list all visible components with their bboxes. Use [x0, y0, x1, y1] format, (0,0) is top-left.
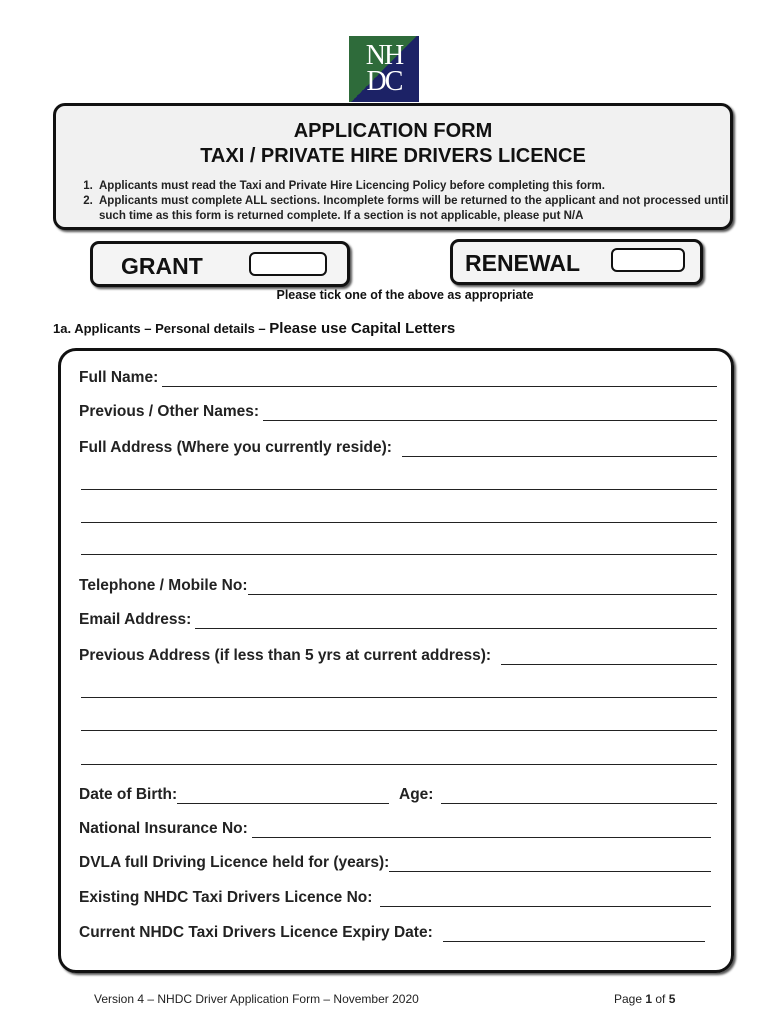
page-of: of	[652, 992, 669, 1006]
telephone-input[interactable]	[248, 579, 718, 595]
logo-text: NH	[365, 40, 403, 71]
nhdc-logo	[349, 36, 419, 102]
full-name-input[interactable]	[162, 371, 717, 387]
previous-address-input[interactable]	[501, 649, 717, 665]
page-prefix: Page	[614, 992, 646, 1006]
renewal-checkbox[interactable]	[611, 248, 685, 272]
email-field[interactable]	[79, 611, 717, 629]
current-page: 1	[645, 992, 653, 1006]
existing-licence-input[interactable]	[380, 891, 711, 907]
ni-field[interactable]	[79, 820, 711, 838]
field-label: Current NHDC Taxi Drivers Licence Expiry Date:	[79, 924, 433, 941]
renewal-option	[450, 239, 703, 285]
address-line[interactable]	[81, 489, 717, 490]
grant-checkbox[interactable]	[249, 252, 327, 276]
form-subtitle: TAXI / PRIVATE HIRE DRIVERS LICENCE	[200, 145, 586, 167]
field-label: Age:	[399, 786, 434, 803]
previous-address-line[interactable]	[81, 730, 717, 731]
section-emphasis: Please use Capital Letters	[269, 320, 456, 337]
expiry-field[interactable]	[79, 924, 705, 942]
email-input[interactable]	[195, 613, 717, 629]
field-label: Previous / Other Names:	[79, 403, 260, 420]
field-label: Full Address (Where you currently reside):	[79, 439, 392, 456]
footer-version: Version 4 – NHDC Driver Application Form – November 2020	[94, 992, 419, 1006]
previous-names-field[interactable]	[79, 403, 717, 421]
existing-licence-field[interactable]	[79, 889, 711, 907]
previous-names-input[interactable]	[263, 405, 717, 421]
section-heading	[53, 320, 455, 337]
field-label: Full Name:	[79, 369, 159, 386]
total-pages: 5	[668, 992, 676, 1006]
field-label: Date of Birth:	[79, 786, 178, 803]
grant-label: GRANT	[121, 253, 203, 279]
section-title: 1a. Applicants – Personal details –	[53, 321, 270, 336]
address-line[interactable]	[81, 554, 717, 555]
full-address-field[interactable]	[79, 439, 717, 457]
dvla-field[interactable]	[79, 854, 711, 872]
previous-address-line[interactable]	[81, 697, 717, 698]
form-header	[53, 103, 733, 230]
tick-instruction: Please tick one of the above as appropriate	[276, 288, 534, 302]
field-label: National Insurance No:	[79, 820, 248, 837]
form-title: APPLICATION FORM	[293, 120, 493, 142]
personal-details-box	[58, 348, 734, 973]
full-address-input[interactable]	[402, 441, 717, 457]
dob-input[interactable]	[177, 788, 389, 804]
address-line[interactable]	[81, 522, 717, 523]
age-field[interactable]	[399, 786, 717, 804]
instruction-item: 2. Applicants must complete ALL sections. Incomplete forms will be returned to the applicant and not processed until such time as this form is returned complete. If a section is not applicable, please put N/A	[96, 194, 730, 224]
logo-text: DC	[366, 66, 402, 97]
telephone-field[interactable]	[79, 577, 717, 595]
field-label: Existing NHDC Taxi Drivers Licence No:	[79, 889, 373, 906]
dvla-input[interactable]	[389, 856, 711, 872]
field-label: Telephone / Mobile No:	[79, 577, 248, 594]
ni-input[interactable]	[252, 822, 711, 838]
full-name-field[interactable]	[79, 369, 717, 387]
age-input[interactable]	[441, 788, 717, 804]
dob-field[interactable]	[79, 786, 389, 804]
field-label: DVLA full Driving Licence held for (years):	[79, 854, 390, 871]
renewal-label: RENEWAL	[465, 250, 580, 276]
previous-address-line[interactable]	[81, 764, 717, 765]
previous-address-field[interactable]	[79, 647, 717, 665]
grant-option	[90, 241, 350, 287]
field-label: Previous Address (if less than 5 yrs at current address):	[79, 647, 492, 664]
field-label: Email Address:	[79, 611, 192, 628]
instruction-item: 1. Applicants must read the Taxi and Private Hire Licencing Policy before completing this form.	[96, 179, 730, 194]
expiry-input[interactable]	[443, 926, 705, 942]
page-number	[614, 992, 675, 1006]
